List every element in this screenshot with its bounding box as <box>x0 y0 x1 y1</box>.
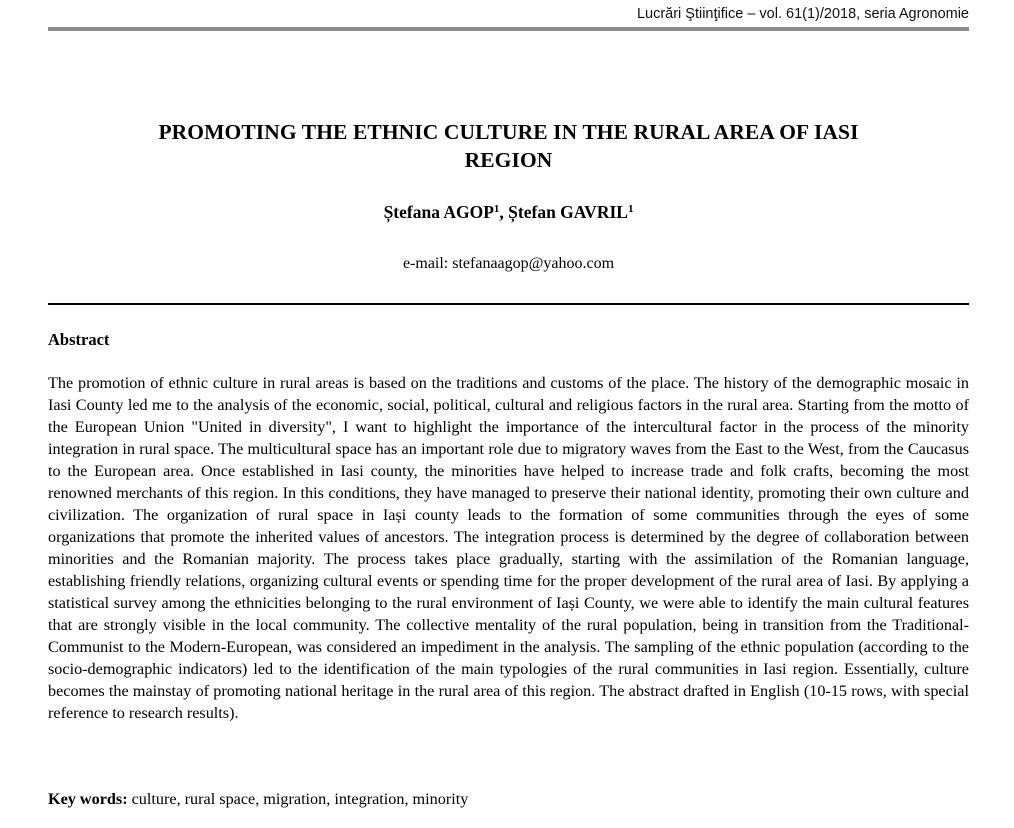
keywords-line <box>48 790 468 809</box>
author-email: e-mail: stefanaagop@yahoo.com <box>402 255 615 272</box>
header-divider <box>48 27 969 31</box>
abstract-heading: Abstract <box>48 330 110 349</box>
author-affiliation-marker: 1 <box>627 203 634 215</box>
keywords-separator: : <box>122 790 132 808</box>
author-name: Ștefan GAVRIL <box>508 202 628 222</box>
keywords-list: culture, rural space, migration, integration, minority <box>131 790 469 808</box>
author-list <box>48 202 969 223</box>
author-separator: , <box>499 202 509 222</box>
author-name: Ștefana AGOP <box>383 202 494 222</box>
paper-title <box>48 118 969 174</box>
title-block-divider <box>48 303 969 305</box>
journal-running-header: Lucrări Ştiinţifice – vol. 61(1)/2018, seria Agronomie <box>636 6 969 22</box>
author-affiliation-marker: 1 <box>493 203 500 215</box>
keywords-label: Key words <box>48 790 123 808</box>
paper-title-line-1: PROMOTING THE ETHNIC CULTURE IN THE RURAL AREA OF IASI <box>158 120 859 144</box>
abstract-body: The promotion of ethnic culture in rural areas is based on the traditions and customs of the place. The history of the demographic mosaic in Iasi County led me to the analysis of the economic, social, political, cultural and religious factors in the rural area. Starting from the motto of the European Union "United in diversity", I want to highlight the importance of the intercultural factor in the process of the minority integration in rural space. The multicultural space has an important role due to migratory waves from the East to the West, from the Caucasus to the European area. Once established in Iasi county, the minorities have helped to increase trade and folk crafts, becoming the most renowned merchants of this region. In this conditions, they have managed to preserve their national identity, promoting their own culture and civilization. The organization of rural space in Iași county leads to the formation of some communities through the eyes of some organizations that promote the inherited values of ancestors. The integration process is determined by the degree of collaboration between minorities and the Romanian majority. The process takes place gradually, starting with the assimilation of the Romanian language, establishing friendly relations, organizing cultural events or spending time for the proper development of the rural area of Iasi. By applying a statistical survey among the ethnicities belonging to the rural environment of Iași County, we were able to identify the main cultural features that are strongly visible in the local community. The collective mentality of the rural population, being in transition from the Traditional-Communist to the Modern-European, was considered an impediment in the analysis. The sampling of the ethnic population (according to the socio-demographic indicators) led to the identification of the main typologies of the rural communities in Iasi region. Essentially, culture becomes the mainstay of promoting national heritage in the rural area of this region. The abstract drafted in English (10-15 rows, with special reference to research results). <box>48 374 969 722</box>
paper-title-line-2: REGION <box>464 148 553 172</box>
